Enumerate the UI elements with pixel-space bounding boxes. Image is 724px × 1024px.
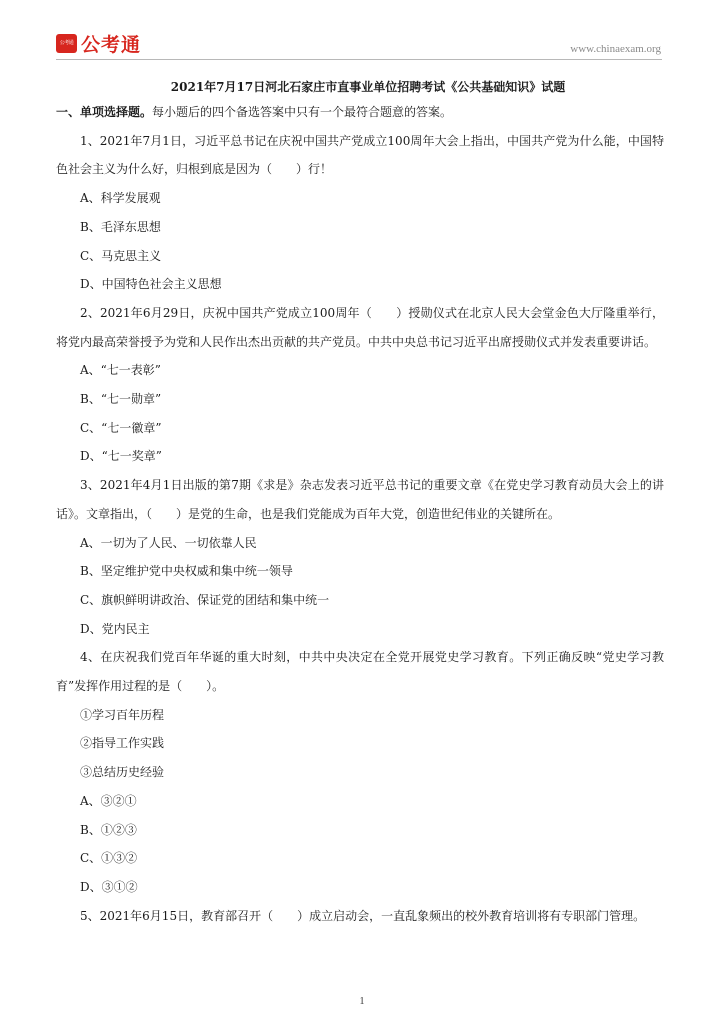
document-title: 2021年7月17日河北石家庄市直事业单位招聘考试《公共基础知识》试题 [170, 80, 566, 94]
question-3-option-c: C、旗帜鲜明讲政治、保证党的团结和集中统一 [80, 592, 330, 607]
question-2-option-d: D、“七一奖章” [80, 449, 162, 464]
question-1-option-d: D、中国特色社会主义思想 [80, 277, 222, 292]
question-4-stem: 4、在庆祝我们党百年华诞的重大时刻，中共中央决定在全党开展党史学习教育。下列正确反映“党史学习教育”发挥作用过程的是（ ）。 [56, 650, 664, 694]
document-body [56, 76, 664, 930]
section-heading-line [56, 98, 664, 127]
question-4-option-a: A、③②① [80, 793, 137, 808]
section-heading: 一、单项选择题。 [56, 105, 153, 119]
question-4-option-b: B、①②③ [80, 822, 137, 837]
question-1-option-a: A、科学发展观 [80, 191, 161, 206]
section-instruction: 每小题后的四个备选答案中只有一个最符合题意的答案。 [152, 105, 453, 119]
question-3-option-d: D、党内民主 [80, 621, 150, 636]
question-2-option-c: C、“七一徽章” [80, 420, 162, 435]
page-header [0, 0, 724, 60]
question-4-option-d: D、③①② [80, 879, 138, 894]
question-1-option-c: C、马克思主义 [80, 248, 162, 263]
question-4-option-c: C、①③② [80, 851, 138, 866]
logo-badge: 公考通 [56, 34, 77, 53]
question-3-stem: 3、2021年4月1日出版的第7期《求是》杂志发表习近平总书记的重要文章《在党史学习教育动员大会上的讲话》。文章指出，（ ）是党的生命，也是我们党能成为百年大党，创造世纪伟业的关键所在。 [56, 478, 664, 521]
logo-text: 公考通 [81, 34, 142, 56]
site-url: www.chinaexam.org [570, 43, 661, 55]
question-3-option-a: A、一切为了人民、一切依靠人民 [80, 535, 257, 550]
page-number: 1 [359, 996, 365, 1007]
header-divider [56, 59, 662, 60]
question-2-option-a: A、“七一表彰” [80, 363, 161, 378]
question-1-stem: 1、2021年7月1日，习近平总书记在庆祝中国共产党成立100周年大会上指出，中国共产党为什么能，中国特色社会主义为什么好，归根到底是因为（ ）行！ [56, 133, 664, 177]
question-3-option-b: B、坚定维护党中央权威和集中统一领导 [80, 564, 293, 579]
question-2-stem: 2、2021年6月29日，庆祝中国共产党成立100周年（ ）授勋仪式在北京人民大会堂金色大厅隆重举行，将党内最高荣誉授予为党和人民作出杰出贡献的共产党员。中共中央总书记习近平出席授勋仪式并发表重要讲话。 [56, 305, 664, 349]
question-2-option-b: B、“七一勋章” [80, 392, 162, 407]
question-4-statement-3: ③总结历史经验 [80, 765, 165, 780]
question-5-stem: 5、2021年6月15日，教育部召开（ ）成立启动会，一直乱象频出的校外教育培训将有专职部门管理。 [80, 908, 646, 923]
question-1-option-b: B、毛泽东思想 [80, 219, 161, 234]
question-4-statement-2: ②指导工作实践 [80, 736, 165, 751]
question-4-statement-1: ①学习百年历程 [80, 707, 165, 722]
